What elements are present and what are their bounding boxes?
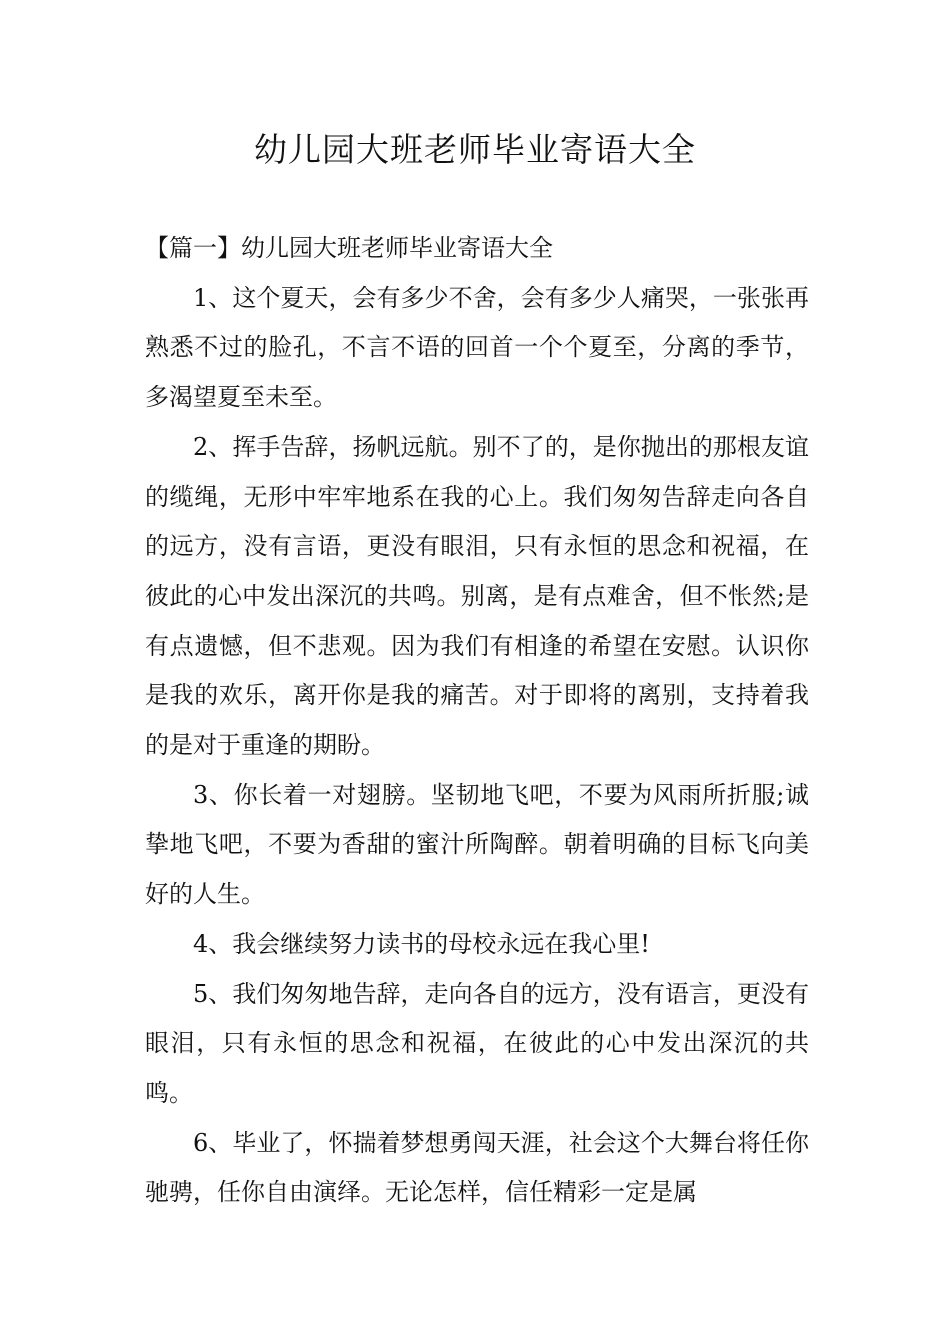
paragraph-1: 1、这个夏天，会有多少不舍，会有多少人痛哭，一张张再熟悉不过的脸孔，不言不语的回首一个个夏至，分离的季节，多渴望夏至未至。: [145, 283, 809, 412]
document-body: [145, 224, 809, 1218]
paragraph-3: 3、你长着一对翅膀。坚韧地飞吧，不要为风雨所折服;诚挚地飞吧，不要为香甜的蜜汁所陶醉。朝着明确的目标飞向美好的人生。: [145, 780, 809, 909]
paragraph-4: 4、我会继续努力读书的母校永远在我心里!: [193, 929, 650, 958]
paragraph-6: 6、毕业了，怀揣着梦想勇闯天涯，社会这个大舞台将任你驰骋，任你自由演绎。无论怎样，信任精彩一定是属: [145, 1128, 809, 1207]
paragraph-5: 5、我们匆匆地告辞，走向各自的远方，没有语言，更没有眼泪，只有永恒的思念和祝福，在彼此的心中发出深沉的共鸣。: [145, 979, 809, 1107]
section-heading: 【篇一】幼儿园大班老师毕业寄语大全: [145, 234, 553, 262]
paragraph-2: 2、挥手告辞，扬帆远航。别不了的，是你抛出的那根友谊的缆绳，无形中牢牢地系在我的心上。我们匆匆告辞走向各自的远方，没有言语，更没有眼泪，只有永恒的思念和祝福，在彼此的心中发出深沉的共鸣。别离，是有点难舍，但不怅然;是有点遗憾，但不悲观。因为我们有相逢的希望在安慰。认识你是我的欢乐，离开你是我的痛苦。对于即将的离别，支持着我的是对于重逢的期盼。: [145, 432, 809, 760]
document-title: 幼儿园大班老师毕业寄语大全: [254, 130, 696, 169]
